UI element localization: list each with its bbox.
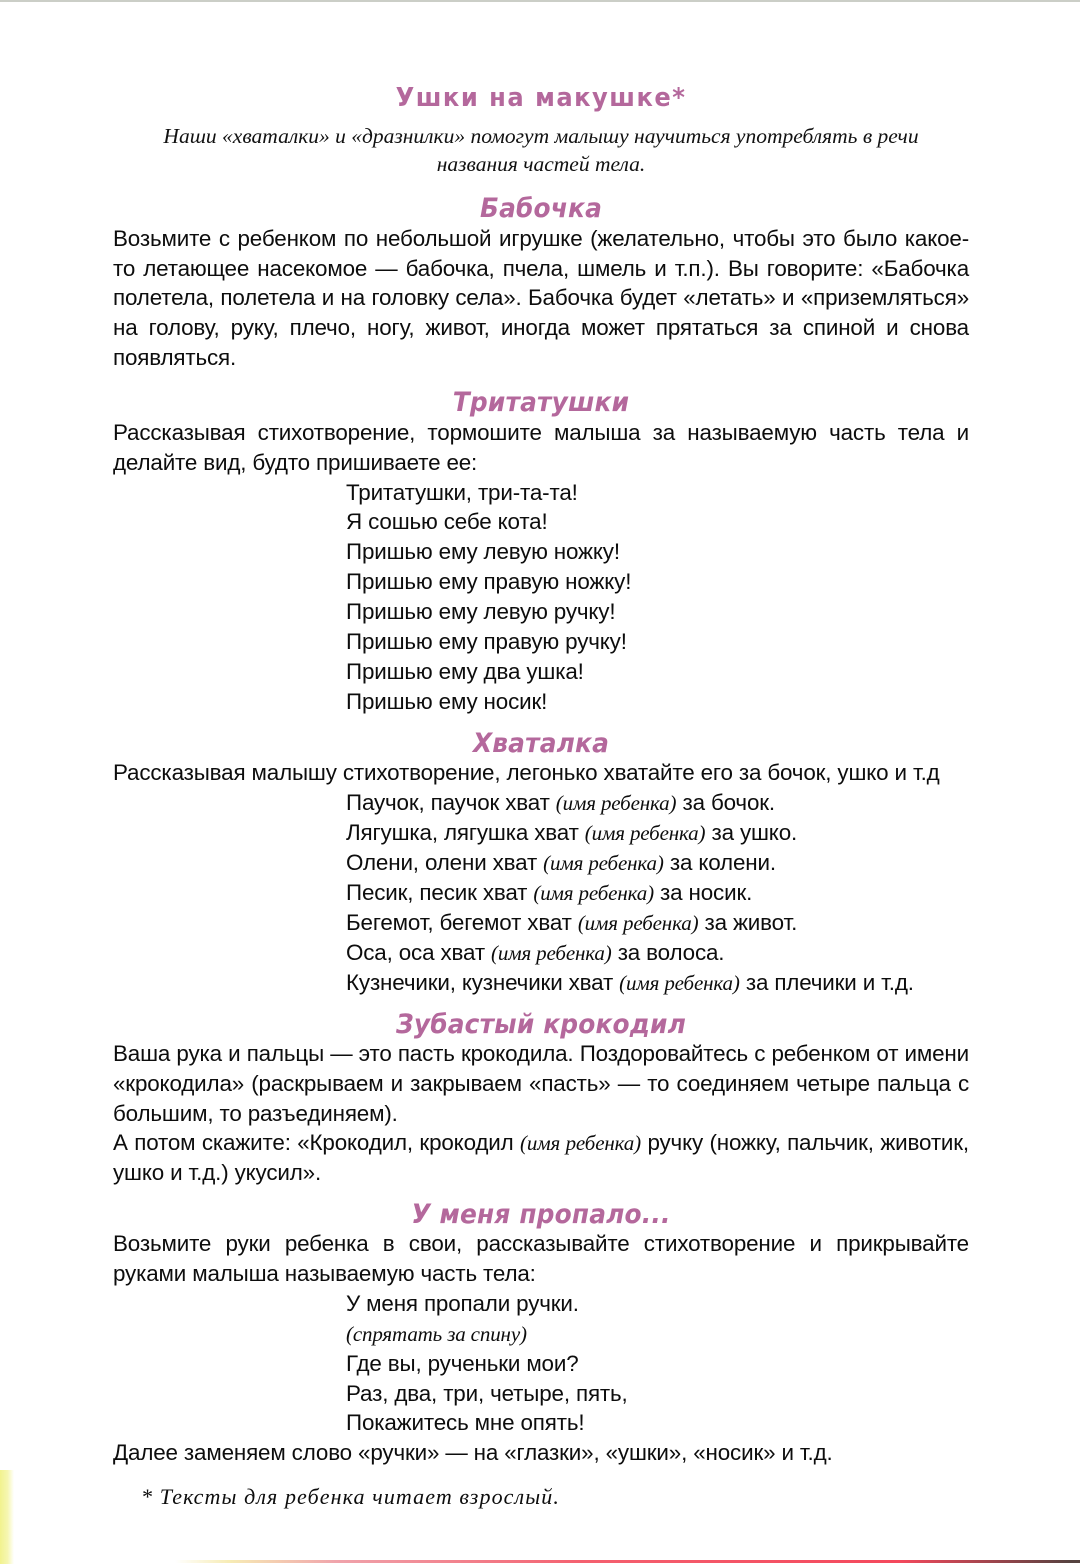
section-propalo	[113, 1200, 969, 1468]
section-intro-krokodil: Ваша рука и пальцы — это пасть крокодила. Поздоровайтесь с ребенком от имени «крокодила» (раскрываем и закрываем «пасть» — то соединяем четыре пальца с большим, то разъединяем).	[113, 1041, 969, 1126]
section-intro-babochka: Возьмите с ребенком по небольшой игрушке (желательно, чтобы это было какое-то летающее насекомое — бабочка, пчела, шмель и т.п.). Вы говорите: «Бабочка полетела, полетела и на головку села». Бабочка будет «летать» и «приземляться» на голову, руку, плечо, ногу, живот, иногда может прятаться за спиной и снова появляться.	[113, 226, 969, 370]
child-name-placeholder: (имя ребенка)	[533, 880, 654, 905]
section-heading-krokodil: Зубастый крокодил	[395, 1008, 687, 1040]
verse-text: Олени, олени хват	[346, 849, 544, 875]
scan-edge-top	[0, 0, 1080, 2]
verse-line: Раз, два, три, четыре, пять,	[346, 1380, 628, 1406]
section-heading-tritatushki: Тритатушки	[452, 387, 630, 419]
verse-line	[346, 968, 969, 998]
section-intro-propalo: Возьмите руки ребенка в свои, рассказывайте стихотворение и прикрывайте руками малыша называемую часть тела:	[113, 1231, 969, 1287]
verse-text: за живот.	[698, 909, 798, 935]
verse-text: за носик.	[653, 879, 753, 905]
verse-line	[346, 848, 969, 878]
page-subtitle: Наши «хваталки» и «дразнилки» помогут малышу научиться употреблять в речи названия частей тела.	[163, 123, 919, 176]
verse-line: Пришью ему левую ручку!	[346, 599, 616, 625]
verse-line	[346, 938, 969, 968]
verse-text: Лягушка, лягушка хват	[346, 820, 585, 846]
verse-line: У меня пропали ручки.	[346, 1290, 579, 1316]
verse-line: Пришью ему правую ручку!	[346, 629, 627, 655]
verse-line	[346, 818, 969, 848]
verse-text: Бегемот, бегемот хват	[346, 909, 578, 935]
verse-line: Пришью ему носик!	[346, 688, 548, 714]
page-content	[113, 84, 969, 1510]
child-name-placeholder: (имя ребенка)	[491, 940, 612, 965]
section-intro-hvatalka: Рассказывая малышу стихотворение, легонько хватайте его за бочок, ушко и т.д	[113, 760, 940, 786]
para-text: ручку (ножку, пальчик, животик, ушко и т.д.) укусил».	[113, 1130, 969, 1186]
verse-text: за плечики и т.д.	[739, 969, 914, 995]
verse-text: за колени.	[663, 849, 776, 875]
section-heading-propalo: У меня пропало...	[411, 1198, 671, 1230]
child-name-placeholder: (имя ребенка)	[555, 791, 677, 816]
verse-text: Кузнечики, кузнечики хват	[346, 969, 620, 995]
verse-line	[346, 908, 969, 938]
footnote: * Тексты для ребенка читает взрослый.	[141, 1484, 560, 1510]
verse-line: Тритатушки, три-та-та!	[346, 479, 578, 505]
page-title-wrapper	[113, 84, 969, 113]
stage-direction: (спрятать за спину)	[346, 1321, 527, 1346]
verse-propalo	[113, 1289, 969, 1439]
section-hvatalka	[113, 729, 969, 998]
section-para2-krokodil	[113, 1128, 969, 1188]
child-name-placeholder: (имя ребенка)	[543, 850, 664, 875]
page-title: Ушки на макушке*	[395, 83, 687, 113]
section-heading-babochka: Бабочка	[479, 193, 603, 225]
child-name-placeholder: (имя ребенка)	[520, 1131, 642, 1156]
para-text: А потом скажите: «Крокодил, крокодил	[113, 1130, 521, 1156]
child-name-placeholder: (имя ребенка)	[584, 821, 706, 846]
verse-text: за ушко.	[705, 820, 798, 846]
verse-text: за волоса.	[611, 939, 725, 965]
verse-hvatalka	[113, 788, 969, 997]
verse-line: Пришью ему правую ножку!	[346, 569, 632, 595]
verse-line: Покажитесь мне опять!	[346, 1410, 585, 1436]
section-heading-hvatalka: Хваталка	[472, 727, 610, 759]
scan-edge-bottom	[175, 1560, 1080, 1563]
section-babochka	[113, 194, 969, 372]
scan-edge-left	[0, 1470, 14, 1564]
section-outro-propalo: Далее заменяем слово «ручки» — на «глазки», «ушки», «носик» и т.д.	[113, 1440, 833, 1466]
verse-line	[346, 788, 969, 818]
verse-tritatushki	[113, 478, 969, 717]
verse-text: Паучок, паучок хват	[346, 790, 556, 816]
child-name-placeholder: (имя ребенка)	[577, 910, 699, 935]
section-tritatushki	[113, 388, 969, 716]
verse-line: Где вы, рученьки мои?	[346, 1350, 579, 1376]
section-intro-tritatushki: Рассказывая стихотворение, тормошите малыша за называемую часть тела и делайте вид, будто пришиваете ее:	[113, 420, 969, 475]
verse-line: Пришью ему левую ножку!	[346, 539, 620, 565]
verse-line: Я сошью себе кота!	[346, 509, 548, 535]
verse-line	[346, 878, 969, 908]
verse-text: Оса, оса хват	[346, 939, 492, 965]
verse-line-stage-direction	[346, 1319, 969, 1349]
verse-text: Песик, песик хват	[346, 879, 534, 905]
child-name-placeholder: (имя ребенка)	[619, 970, 740, 995]
verse-text: за бочок.	[676, 790, 775, 816]
section-krokodil	[113, 1010, 969, 1188]
verse-line: Пришью ему два ушка!	[346, 658, 584, 684]
